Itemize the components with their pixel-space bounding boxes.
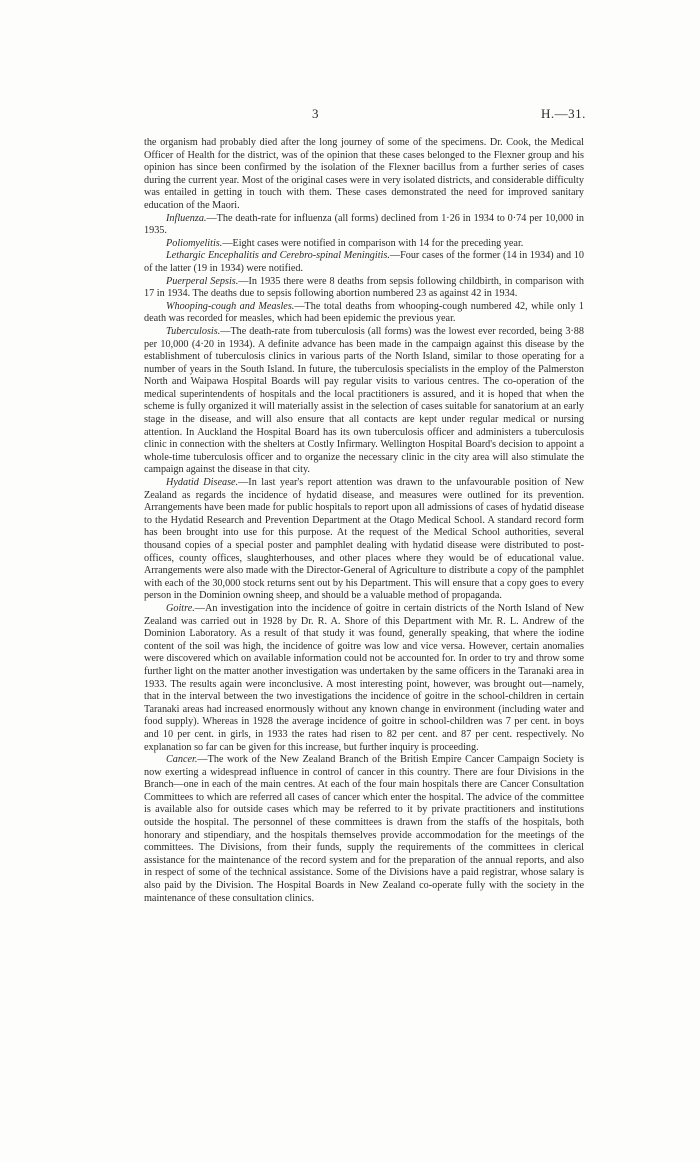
page-header (0, 106, 700, 122)
paragraph-poliomyelitis: Poliomyelitis.—Eight cases were notified in comparison with 14 for the preceding year. (166, 237, 524, 249)
body-text (144, 137, 584, 905)
paragraph-whooping-cough: Whooping-cough and Measles.—The total deaths from whooping-cough numbered 42, while only 1 death was recorded for measles, which had been epidemic the previous year. (144, 300, 584, 325)
paragraph-cancer: Cancer.—The work of the New Zealand Branch of the British Empire Cancer Campaign Society is now exerting a widespread influence in control of cancer in this country. There are four Divisions in the Branch—one in each of the main centres. At each of the four main hospitals there are Cancer Consultation Committees to which are referred all cases of cancer which enter the hospital. The advice of the committee is available also for outside cases which may be referred to it by private practitioners and institutions outside the hospital. The personnel of these committees is drawn from the staffs of the hospitals, both honorary and stipendiary, and the hospitals themselves provide accommodation for the meetings of the committees. The Divisions, from their funds, supply the requirements of the committees in clerical assistance for the maintenance of the record system and for the preparation of the annual reports, and also in respect of some of the technical assistance. Some of the Divisions have a paid registrar, whose salary is also paid by the Division. The Hospital Boards in New Zealand co-operate fully with the society in the maintenance of these consultation clinics. (144, 754, 584, 904)
paragraph-tuberculosis: Tuberculosis.—The death-rate from tuberculosis (all forms) was the lowest ever recorded, being 3·88 per 10,000 (4·20 in 1934). A definite advance has been made in the campaign against this disease by the establishment of tuberculosis clinics in various parts of the North Island, similar to those operating for a number of years in the South Island. In future, the tuberculosis specialists in the employ of the Palmerston North and Waipawa Hospital Boards will pay regular visits to various centres. The co-operation of the medical superintendents of hospitals and the local practitioners is assured, and it is hoped that when the scheme is fully organized it will materially assist in the selection of cases suitable for sanatorium at an early stage in the disease, and will also ensure that all contacts are kept under regular medical or nursing attention. In Auckland the Hospital Board has its own tuberculosis officer and administers a tuberculosis clinic in connection with the shelters at Costly Infirmary. Wellington Hospital Board's decision to appoint a whole-time tuberculosis officer and to organize the necessary clinic in the city area will also stimulate the campaign against the disease in that city. (144, 325, 585, 476)
paragraph-goitre: Goitre.—An investigation into the incidence of goitre in certain districts of the North Island of New Zealand was carried out in 1928 by Dr. R. A. Shore of this Department with Mr. R. L. Andrew of the Dominion Laboratory. As a result of that study it was found, generally speaking, that where the iodine content of the soil was high, the incidence of goitre was low and vice versa. However, certain anomalies were discovered which on available information could not be accounted for. In order to try and throw some further light on the matter another investigation was undertaken by the same officers in the Taranaki area in 1933. The results again were inconclusive. A most interesting point, however, was brought out—namely, that in the interval between the two investigations the incidence of goitre in the school-children in certain Taranaki areas had increased enormously without any known change in environment (including water and food supply). Whereas in 1928 the average incidence of goitre in school-children was 7 per cent. in boys and 10 per cent. in girls, in 1933 the rates had risen to 82 per cent. and 87 per cent. respectively. No explanation so far can be given for this increase, but further inquiry is proceeding. (144, 602, 584, 753)
section-heading: Lethargic Encephalitis and Cerebro-spinal Meningitis. (166, 250, 390, 262)
section-heading: Cancer. (166, 754, 198, 766)
paragraph-puerperal-sepsis: Puerperal Sepsis.—In 1935 there were 8 deaths from sepsis following childbirth, in comparison with 17 in 1934. The deaths due to sepsis following abortion numbered 23 as against 42 in 1934. (144, 275, 584, 300)
document-reference: H.—31. (541, 106, 586, 121)
paragraph-dysentery-continued: the organism had probably died after the long journey of some of the specimens. Dr. Cook, the Medical Officer of Health for the district, was of the opinion that these cases belonged to the Flexner group and his opinion has since been confirmed by the isolation of the Flexner bacillus from a further series of cases during the current year. Most of the original cases were in very isolated districts, and considerable difficulty was entailed in getting in touch with them. These cases demonstrated the need for improved sanitary education of the Maori. (144, 137, 584, 211)
section-heading: Tuberculosis. (166, 325, 221, 337)
section-heading: Puerperal Sepsis. (166, 275, 239, 287)
section-heading: Poliomyelitis. (166, 237, 223, 249)
section-heading: Influenza. (166, 212, 207, 224)
paragraph-hydatid-disease: Hydatid Disease.—In last year's report attention was drawn to the unfavourable position of New Zealand as regards the incidence of hydatid disease, and measures were outlined for its prevention. Arrangements have been made for public hospitals to report upon all admissions of cases of hydatid disease to the Hydatid Research and Prevention Department at the Otago Medical School. A standard record form has been brought into use for this purpose. At the request of the Medical School authorities, several thousand copies of a special poster and pamphlet dealing with hydatid disease were distributed to post-offices, county offices, slaughterhouses, and other places where they would be of educational value. Arrangements were also made with the Director-General of Agriculture to distribute a copy of the pamphlet with each of the 30,000 stock returns sent out by his Department. This will ensure that a copy goes to every person in the Dominion owning sheep, and should be a valuable method of propaganda. (144, 477, 584, 602)
page-number: 3 (312, 106, 319, 121)
section-heading: Whooping-cough and Measles. (166, 300, 295, 312)
section-heading: Hydatid Disease. (166, 477, 239, 489)
section-heading: Goitre. (166, 602, 195, 614)
paragraph-lethargic-encephalitis: Lethargic Encephalitis and Cerebro-spinal Meningitis.—Four cases of the former (14 in 1934) and 10 of the latter (19 in 1934) were notified. (144, 250, 584, 274)
paragraph-influenza: Influenza.—The death-rate for influenza (all forms) declined from 1·26 in 1934 to 0·74 per 10,000 in 1935. (144, 212, 584, 237)
